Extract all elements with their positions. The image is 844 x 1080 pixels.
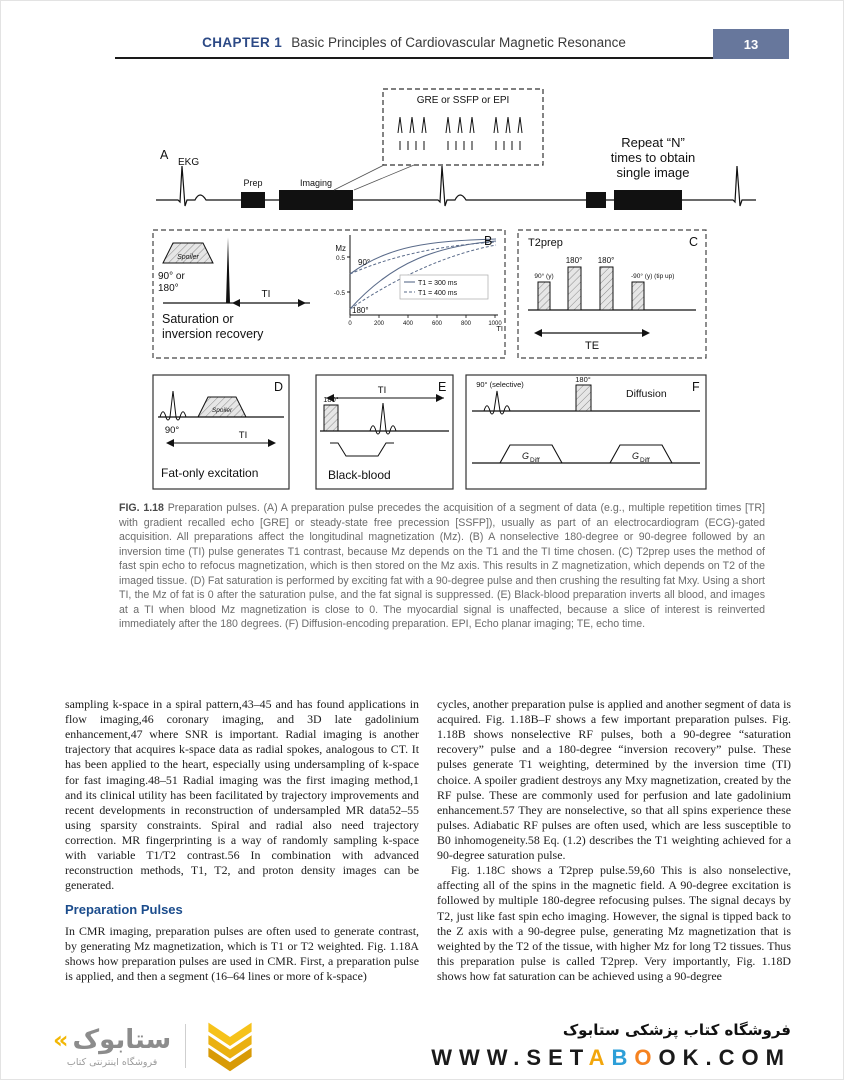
panel-f-label: F [692, 380, 700, 394]
ti-label-d: TI [238, 430, 248, 441]
pulse-neg90y-label: -90° (y) (tip up) [631, 273, 675, 280]
pulse-angle-1: 90° or [158, 271, 185, 282]
store-title: فروشگاه کتاب پزشکی ستابوک [562, 1021, 791, 1039]
curve-90-label: 90° [358, 258, 371, 267]
panel-f [466, 375, 706, 489]
figure-caption-label: FIG. 1.18 [119, 502, 164, 514]
gdiff-sub-1: Diff [530, 457, 540, 464]
footer [1, 1013, 843, 1079]
paragraph: Fig. 1.18C shows a T2prep pulse.59,60 This is also nonselective, affecting all of the spins in the magnetic field. A 90-degree excitation is followed by multiple 180-degree refocusing pulses. The signal decays by T2, just like fast spin echo imaging. However, the signal is tipped back to the Z axis with a 90-degree pulse, generating Mz magnetization that is weighted by the T2 of the tissue, with higher Mz for long T2 tissues. Thus this preparation pulse is called T2prep. Very importantly, Fig. 1.18D shows how fat saturation can be achieved using a 90-degree [437, 863, 791, 983]
gdiff-label-2: G [632, 451, 640, 461]
panel-d-label: D [274, 380, 284, 394]
logo-chevron-mark: « [53, 1025, 69, 1054]
pulse-180-1-label: 180° [565, 256, 583, 265]
logo-divider [185, 1024, 186, 1068]
inset-callout-line [334, 165, 384, 190]
panel-e-caption: Black-blood [328, 468, 391, 482]
inset-callout-line [354, 165, 414, 190]
pulse-180-f [576, 385, 591, 411]
imaging-block [279, 190, 353, 210]
pulse-180-2 [600, 267, 613, 310]
figure-caption-text: Preparation pulses. (A) A preparation pulse precedes the acquisition of a segment of data (e.g., multiple repetition times [TR] with gradient recalled echo [GRE] or steady-state free precession [SSFP]), usually as part of an electrocardiogram (ECG)-gated acquisition. All preparations affect the longitudinal magnetization (Mz). (B) A nonselective 180-degree or 90-degree followed by an inversion time (TI) pulse generates T1 contrast, because Mz depends on the T1 and the TI time chosen. (C) T2prep uses the method of fast spin echo to refocus magnetization, which is then stored on the Mz axis. This results in Z magnetization, which depends on T2 of the imaged tissue. (D) Fat saturation is performed by exciting fat with a 90-degree pulse and then crushing the resulting fat Mxy. Using a short TI, the Mz of fat is 0 after the saturation pulse, and the fat signal is suppressed. (E) Black-blood preparation inverts all blood, and images at a TI when blood Mz magnetization is close to 0. The myocardial signal is unaffected, because a slice of interest is reinverted immediately after the 180 degrees. (F) Diffusion-encoding preparation. EPI, Echo planar imaging; TE, echo time. [119, 502, 765, 630]
pulse-90y [538, 282, 550, 310]
ytick-05: 0.5 [335, 255, 345, 262]
spoiler-label-d: Spoiler [211, 407, 233, 414]
repeat-text-1: Repeat “N” [621, 135, 685, 150]
figure-caption [119, 501, 765, 632]
panel-b [153, 230, 505, 358]
logo-subtitle: فروشگاه اینترنتی کتاب [66, 1056, 158, 1068]
ytick-neg05: -0.5 [333, 290, 345, 297]
panel-b-label: B [484, 234, 493, 248]
curve-90-t400 [350, 242, 496, 274]
pulse-180-e [324, 405, 338, 431]
ti-arrow-label-b: TI [261, 289, 271, 300]
pulse-180-1 [568, 267, 581, 310]
paragraph: In CMR imaging, preparation pulses are often used to generate contrast, by generating Mz magnetization, which is T1 or T2 weighted. Fig. 1.18A shows how preparation pulses are used in CMR. First, a preparation pulse is applied, and then a segment (16–64 lines or more of k-space) [65, 923, 419, 984]
xtick: 800 [460, 321, 472, 327]
diffusion-title: Diffusion [626, 388, 667, 400]
panel-c [518, 230, 706, 358]
xtick: 0 [348, 321, 352, 327]
logo-wordmark [53, 1025, 171, 1068]
xtick: 600 [431, 321, 443, 327]
prep-block-2 [586, 192, 606, 208]
ekg-label: EKG [178, 157, 200, 168]
legend-entry-2: T1 = 400 ms [418, 290, 458, 297]
prep-block [241, 192, 265, 208]
legend-entry-1: T1 = 300 ms [418, 280, 458, 287]
pulse-180-2-label: 180° [597, 256, 615, 265]
body-column-left [65, 697, 419, 1013]
figure-1-18 [148, 85, 768, 497]
panel-b-caption-2: inversion recovery [162, 327, 264, 341]
imaging-block-2 [614, 190, 682, 210]
logo-name: ستابوک [72, 1024, 172, 1055]
xtick: 400 [402, 321, 414, 327]
angle-90-selective-label: 90° (selective) [476, 380, 524, 389]
rf-sinc-pulse-d [160, 391, 186, 420]
pulse-angle-2: 180° [158, 283, 179, 294]
rf-impulse [226, 237, 230, 303]
page-number-badge: 13 [713, 29, 789, 59]
panel-c-label: C [689, 235, 699, 249]
xtick: 200 [373, 321, 385, 327]
inset-title: GRE or SSFP or EPI [416, 95, 510, 106]
page-header [115, 29, 789, 59]
figure-diagram [148, 85, 766, 495]
setabook-logo [53, 1019, 260, 1073]
rf-sinc-pulse-e [370, 403, 396, 434]
running-head [115, 29, 713, 59]
panel-b-caption-1: Saturation or [162, 312, 234, 326]
xtick: 1000 [488, 321, 502, 327]
site-block [431, 1021, 791, 1071]
te-label: TE [584, 340, 600, 352]
chapter-label: CHAPTER 1 [202, 35, 283, 50]
repeat-text-3: single image [616, 165, 690, 180]
repeat-text-2: times to obtain [610, 150, 696, 165]
angle-90-label-d: 90° [164, 425, 180, 436]
angle-180-label-e: 180° [323, 395, 339, 404]
gdiff-sub-2: Diff [640, 457, 650, 464]
chapter-title: Basic Principles of Cardiovascular Magnetic Resonance [291, 35, 626, 50]
setabook-emblem-icon [200, 1019, 260, 1073]
body-text [65, 697, 791, 1013]
ti-label-e: TI [377, 385, 387, 396]
curve-180-label: 180° [352, 306, 369, 315]
pulse-90y-label: 90° (y) [534, 273, 554, 280]
panel-d [153, 375, 289, 489]
gdiff-label-1: G [522, 451, 530, 461]
pulse-neg90y [632, 282, 644, 310]
panel-e [316, 375, 453, 489]
body-column-right [437, 697, 791, 1013]
panel-a [156, 89, 756, 210]
site-url: WWW.SETABOOK.COM [431, 1045, 791, 1070]
panel-e-label: E [438, 380, 447, 394]
mz-axis-label: Mz [335, 244, 346, 253]
section-heading: Preparation Pulses [65, 902, 183, 918]
prep-label: Prep [243, 178, 263, 188]
panel-a-label: A [160, 148, 169, 162]
reinversion-slab [330, 443, 394, 456]
spoiler-label-b: Spoiler [177, 254, 199, 261]
imaging-label: Imaging [299, 178, 333, 188]
panel-d-caption: Fat-only excitation [161, 466, 259, 480]
paragraph: cycles, another preparation pulse is applied and another segment of data is acquired. Fig. 1.18B–F shows a few important preparation pulses. Fig. 1.18B shows nonselective RF pulses, both a 90-degree “saturation recovery” pulse and a 180-degree “inversion recovery” pulse. These pulses generate T1 weighting, determined by the inversion time (TI) choice. A spoiler gradient destroys any Mxy magnetization, created by the RF pulse. These are commonly used for perfusion and late gadolinium enhancement.57 They are nonselective, so that all spins experience these pulses. Adiabatic RF pulses are often used, which are less susceptible to B0 inhomogeneity.58 Eq. (1.2) describes the T1 weighting achieved for a 90-degree saturation pulse. [437, 697, 791, 863]
paragraph: sampling k-space in a spiral pattern,43–45 and has found applications in flow imaging,46 coronary imaging, and 3D late gadolinium enhancement,47 where SNR is important. Radial imaging is another trajectory that acquires k-space data as radial spokes, analogous to CT. It has been applied to the heart, especially using undersampling of k-space for fast imaging.48–51 Radial imaging was the first imaging method,1 and its clinical utility has been facilitated by trajectory improvements and recent developments in reconstruction of undersampled MR data52–55 using sparsity constraints. Spiral and radial also need trajectory correction. MR fingerprinting is a way of randomly sampling k-space with variable T1/T2 contrast.56 In combination with advanced reconstruction methods, T1, T2, and proton density images can be generated. [65, 697, 419, 893]
t2prep-title: T2prep [528, 237, 563, 249]
angle-180-label-f: 180° [575, 375, 591, 384]
x-axis-label: TI [496, 324, 503, 333]
